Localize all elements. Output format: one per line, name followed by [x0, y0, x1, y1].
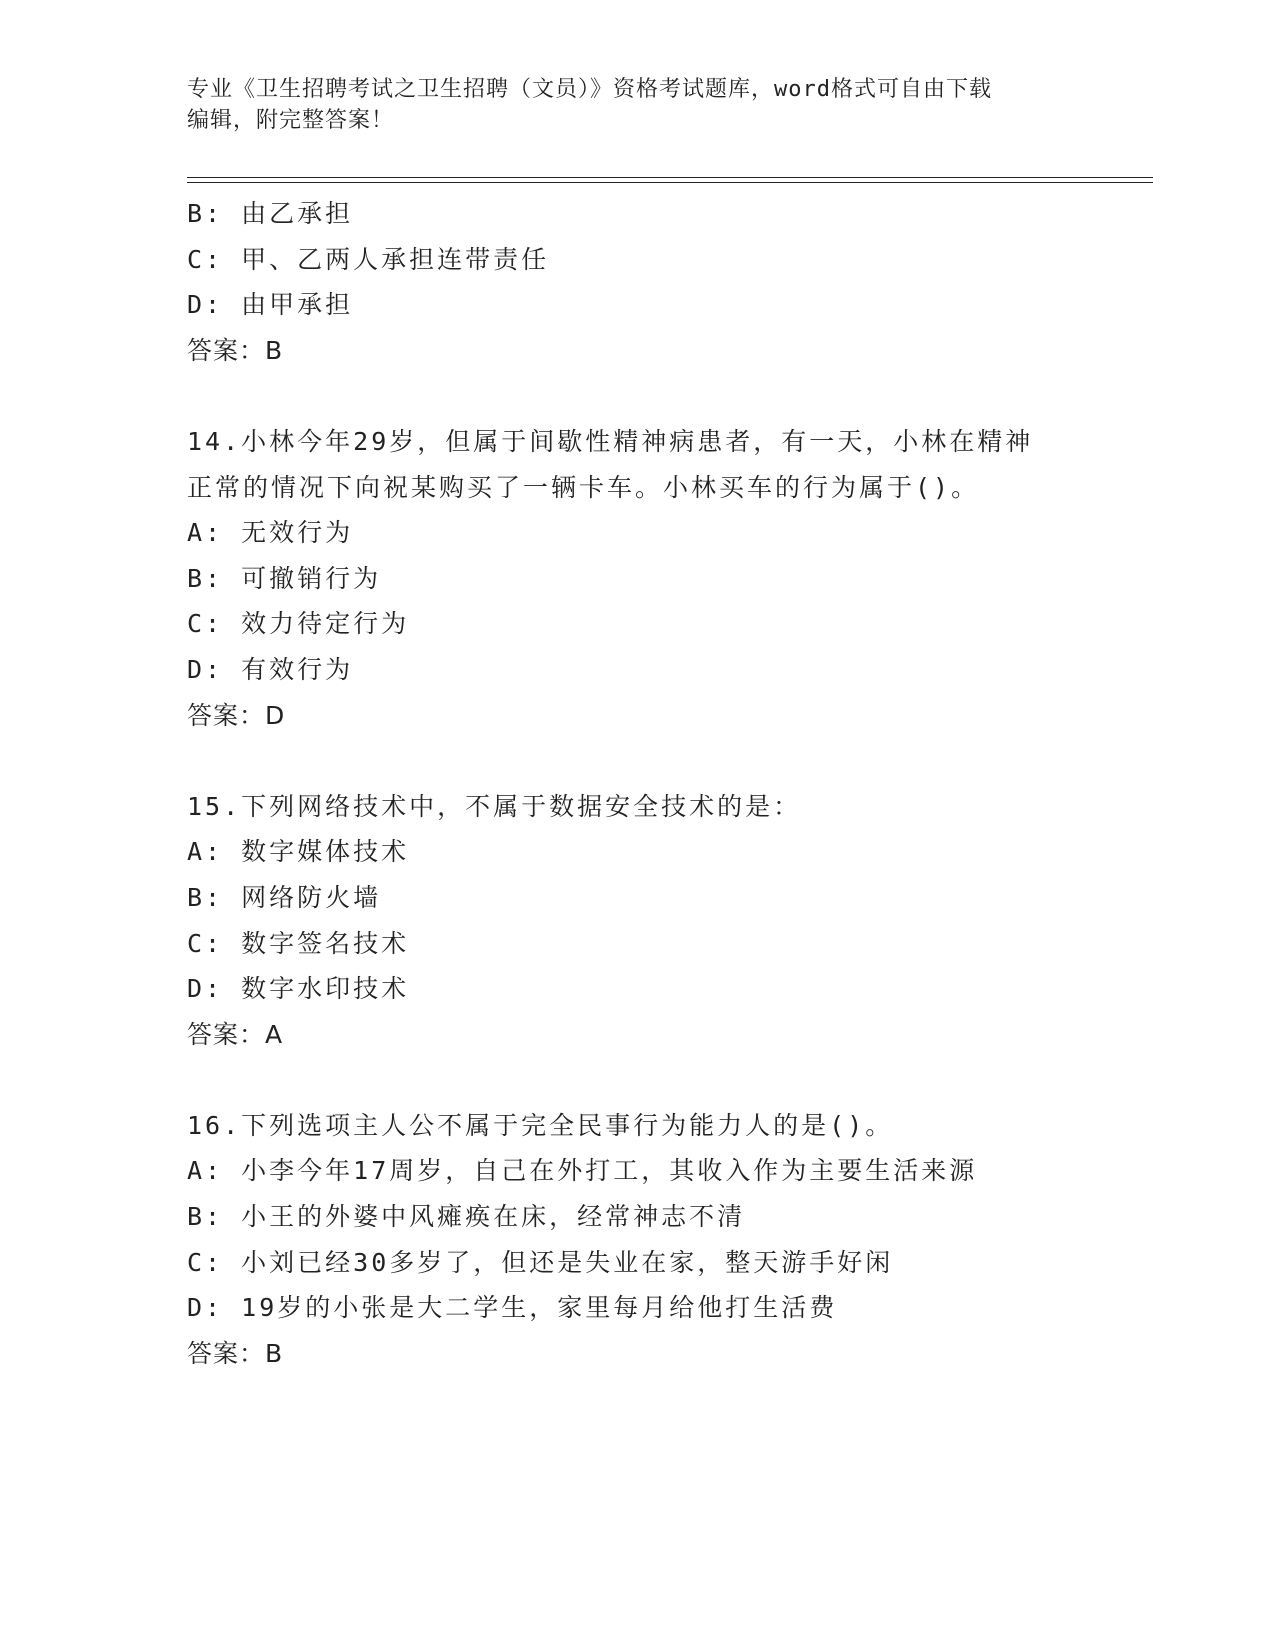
- spacer: [187, 373, 1087, 419]
- option-c: C: 甲、乙两人承担连带责任: [187, 244, 550, 274]
- question-stem-line-1: 16.下列选项主人公不属于完全民事行为能力人的是()。: [187, 1110, 894, 1140]
- question-16: [187, 1103, 1087, 1377]
- header-divider-bottom: [187, 182, 1153, 183]
- option-d: D: 数字水印技术: [187, 974, 410, 1004]
- option-d: D: 有效行为: [187, 654, 354, 684]
- option-c: C: 数字签名技术: [187, 928, 410, 958]
- option-b: B: 小王的外婆中风瘫痪在床，经常神志不清: [187, 1202, 746, 1232]
- option-b: B: 由乙承担: [187, 199, 354, 228]
- header-line-1: 专业《卫生招聘考试之卫生招聘（文员）》资格考试题库，word格式可自由下载: [187, 77, 992, 102]
- question-15: [187, 784, 1087, 1058]
- question-stem-line-1: 14.小林今年29岁，但属于间歇性精神病患者，有一天，小林在精神: [187, 426, 1034, 456]
- option-a: A: 无效行为: [187, 518, 354, 548]
- header-divider-top: [187, 177, 1153, 178]
- option-a: A: 小李今年17周岁，自己在外打工，其收入作为主要生活来源: [187, 1156, 978, 1186]
- question-stem-line-2: 正常的情况下向祝某购买了一辆卡车。小林买车的行为属于()。: [187, 472, 980, 502]
- answer-line: 答案：D: [187, 700, 286, 730]
- spacer: [187, 1057, 1087, 1103]
- option-d: D: 由甲承担: [187, 290, 354, 320]
- option-c: C: 小刘已经30多岁了，但还是失业在家，整天游手好闲: [187, 1247, 894, 1277]
- spacer: [187, 738, 1087, 784]
- option-d: D: 19岁的小张是大二学生，家里每月给他打生活费: [187, 1293, 838, 1323]
- option-b: B: 可撤销行为: [187, 563, 382, 593]
- option-a: A: 数字媒体技术: [187, 837, 410, 867]
- answer-line: 答案：A: [187, 1019, 284, 1049]
- question-13-tail: [187, 191, 1087, 373]
- question-14: [187, 419, 1087, 738]
- header-line-2: 编辑，附完整答案！: [187, 108, 395, 133]
- option-b: B: 网络防火墙: [187, 882, 382, 912]
- answer-line: 答案：B: [187, 1338, 284, 1368]
- document-header: [187, 74, 1067, 136]
- option-c: C: 效力待定行为: [187, 609, 410, 639]
- question-list: [187, 191, 1087, 1376]
- answer-line: 答案：B: [187, 335, 284, 365]
- question-stem-line-1: 15.下列网络技术中，不属于数据安全技术的是：: [187, 791, 802, 821]
